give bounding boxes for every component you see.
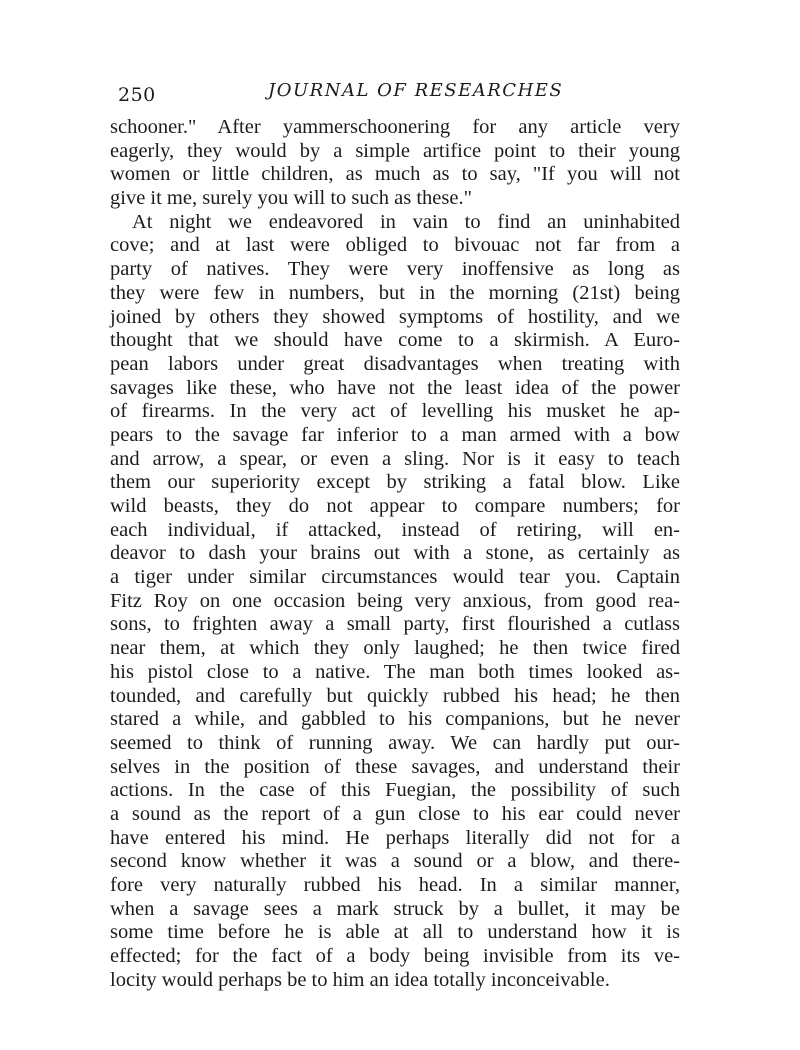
text-line: selves in the position of these savages, and understand their [110,755,680,778]
text-line: actions. In the case of this Fuegian, the possibility of such [110,779,680,802]
paragraph [110,116,680,211]
page-number: 250 [118,84,156,106]
text-line: stared a while, and gabbled to his companions, but he never [110,708,680,731]
text-line: pears to the savage far inferior to a man armed with a bow [110,423,680,446]
text-line: tounded, and carefully but quickly rubbed his head; he then [110,684,680,707]
text-line: each individual, if attacked, instead of retiring, will en- [110,518,680,541]
text-line: seemed to think of running away. We can hardly put our- [110,731,680,754]
text-line: sons, to frighten away a small party, first flourished a cutlass [110,613,680,636]
text-line: a tiger under similar circumstances would tear you. Captain [110,566,680,589]
text-line: locity would perhaps be to him an idea totally inconceivable. [110,968,610,991]
text-line: fore very naturally rubbed his head. In a similar manner, [110,874,680,896]
text-line: women or little children, as much as to say, "If you will not [110,163,680,186]
text-line: thought that we should have come to a skirmish. A Euro- [110,329,680,352]
text-line: effected; for the fact of a body being invisible from its ve- [110,945,680,968]
text-line: At night we endeavored in vain to find an uninhabited [132,210,680,233]
text-line: schooner." After yammerschoonering for any article very [110,116,680,138]
text-line: of firearms. In the very act of levelling his musket he ap- [110,400,680,423]
paragraph [110,211,680,993]
text-line: near them, at which they only laughed; he then twice fired [110,637,680,660]
text-line: and arrow, a spear, or even a sling. Nor is it easy to teach [110,447,680,470]
text-line: joined by others they showed symptoms of hostility, and we [110,305,680,328]
text-line: them our superiority except by striking a fatal blow. Like [110,471,680,494]
text-line: a sound as the report of a gun close to his ear could never [110,802,680,825]
running-head: JOURNAL OF RESEARCHES [268,80,564,101]
text-line: his pistol close to a native. The man both times looked as- [110,660,680,683]
text-line: eagerly, they would by a simple artifice point to their young [110,139,680,162]
text-line: Fitz Roy on one occasion being very anxious, from good rea- [110,589,680,612]
text-line: give it me, surely you will to such as these." [110,187,472,210]
text-line: second know whether it was a sound or a blow, and there- [110,850,680,873]
text-line: they were few in numbers, but in the morning (21st) being [110,281,680,304]
text-line: cove; and at last were obliged to bivouac not far from a [110,234,680,257]
text-line: some time before he is able at all to understand how it is [110,921,680,944]
text-line: wild beasts, they do not appear to compare numbers; for [110,495,680,517]
body-text [110,116,680,992]
text-line: when a savage sees a mark struck by a bullet, it may be [110,897,680,920]
text-line: pean labors under great disadvantages when treating with [110,352,680,375]
text-line: deavor to dash your brains out with a stone, as certainly as [110,542,680,565]
text-line: have entered his mind. He perhaps literally did not for a [110,826,680,849]
text-line: savages like these, who have not the least idea of the power [110,376,680,399]
text-line: party of natives. They were very inoffensive as long as [110,258,680,281]
